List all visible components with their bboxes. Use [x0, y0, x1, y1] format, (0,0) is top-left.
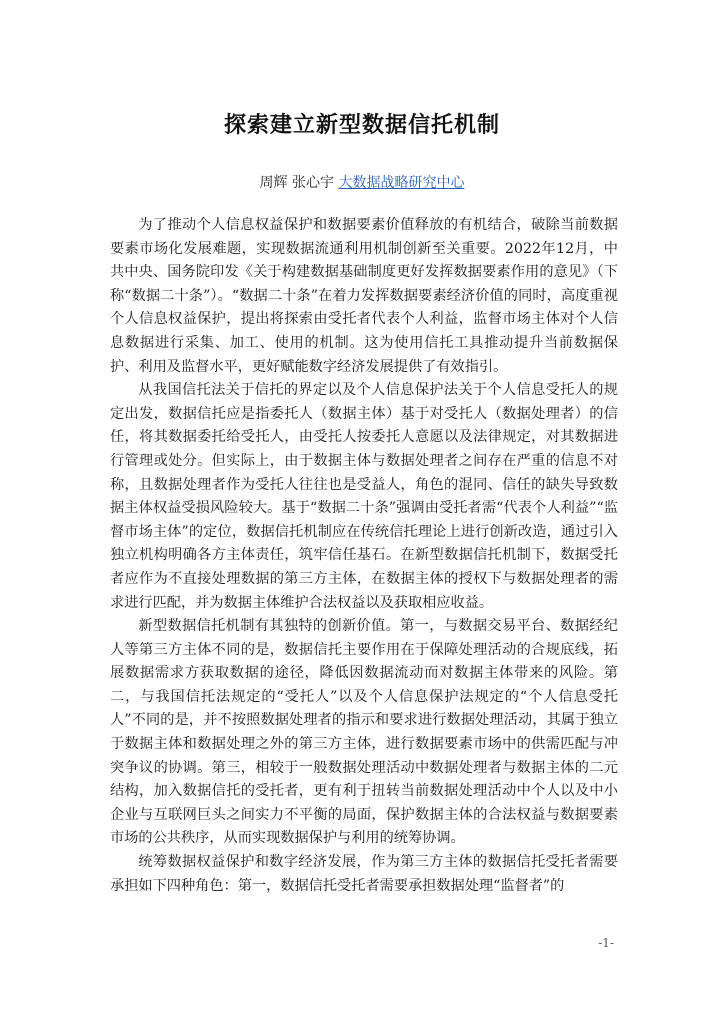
- paragraph: 统筹数据权益保护和数字经济发展，作为第三方主体的数据信托受托者需要承担如下四种角色：第一，数据信托受托者需要承担数据处理“监督者”的: [110, 854, 618, 894]
- document-title: 探索建立新型数据信托机制: [223, 113, 500, 138]
- page-number: -1-: [598, 936, 614, 950]
- paragraph: 为了推动个人信息权益保护和数据要素价值释放的有机结合，破除当前数据要素市场化发展难题，实现数据流通利用机制创新至关重要。2022年12月，中共中央、国务院印发《关于构建数据基础制度更好发挥数据要素作用的意见》（下称“数据二十条”）。“数据二十条”在着力发挥数据要素经济价值的同时，高度重视个人信息权益保护，提出将探索由受托者代表个人利益，监督市场主体对个人信息数据进行采集、加工、使用的机制。这为使用信托工具推动提升当前数据保护、利用及监督水平，更好赋能数字经济发展提供了有效指引。: [110, 217, 618, 375]
- author-names: 周辉 张心宇: [259, 175, 334, 191]
- paragraph: 从我国信托法关于信托的界定以及个人信息保护法关于个人信息受托人的规定出发，数据信托应是指委托人（数据主体）基于对受托人（数据处理者）的信任，将其数据委托给受托人，由受托人按委托人意愿以及法律规定，对其数据进行管理或处分。但实际上，由于数据主体与数据处理者之间存在严重的信息不对称，且数据处理者作为受托人往往也是受益人，角色的混同、信任的缺失导致数据主体权益受损风险较大。基于“数据二十条”强调由受托者需“代表个人利益”“监督市场主体”的定位，数据信托机制应在传统信托理论上进行创新改造，通过引入独立机构明确各方主体责任，筑牢信任基石。在新型数据信托机制下，数据受托者应作为不直接处理数据的第三方主体，在数据主体的授权下与数据处理者的需求进行匹配，并为数据主体维护合法权益以及获取相应收益。: [110, 382, 618, 611]
- author-line: [0, 172, 724, 192]
- organization-link[interactable]: 大数据战略研究中心: [338, 175, 465, 191]
- article-body: [110, 214, 618, 898]
- paragraph: 新型数据信托机制有其独特的创新价值。第一，与数据交易平台、数据经纪人等第三方主体不同的是，数据信托主要作用在于保障处理活动的合规底线，拓展数据需求方获取数据的途径，降低因数据流动而对数据主体带来的风险。第二，与我国信托法规定的“受托人”以及个人信息保护法规定的“个人信息受托人”不同的是，并不按照数据处理者的指示和要求进行数据处理活动，其属于独立于数据主体和数据处理之外的第三方主体，进行数据要素市场中的供需匹配与冲突争议的协调。第三，相较于一般数据处理活动中数据处理者与数据主体的二元结构，加入数据信托的受托者，更有利于扭转当前数据处理活动中个人以及中小企业与互联网巨头之间实力不平衡的局面，保护数据主体的合法权益与数据要素市场的公共秩序，从而实现数据保护与利用的统筹协调。: [110, 618, 618, 847]
